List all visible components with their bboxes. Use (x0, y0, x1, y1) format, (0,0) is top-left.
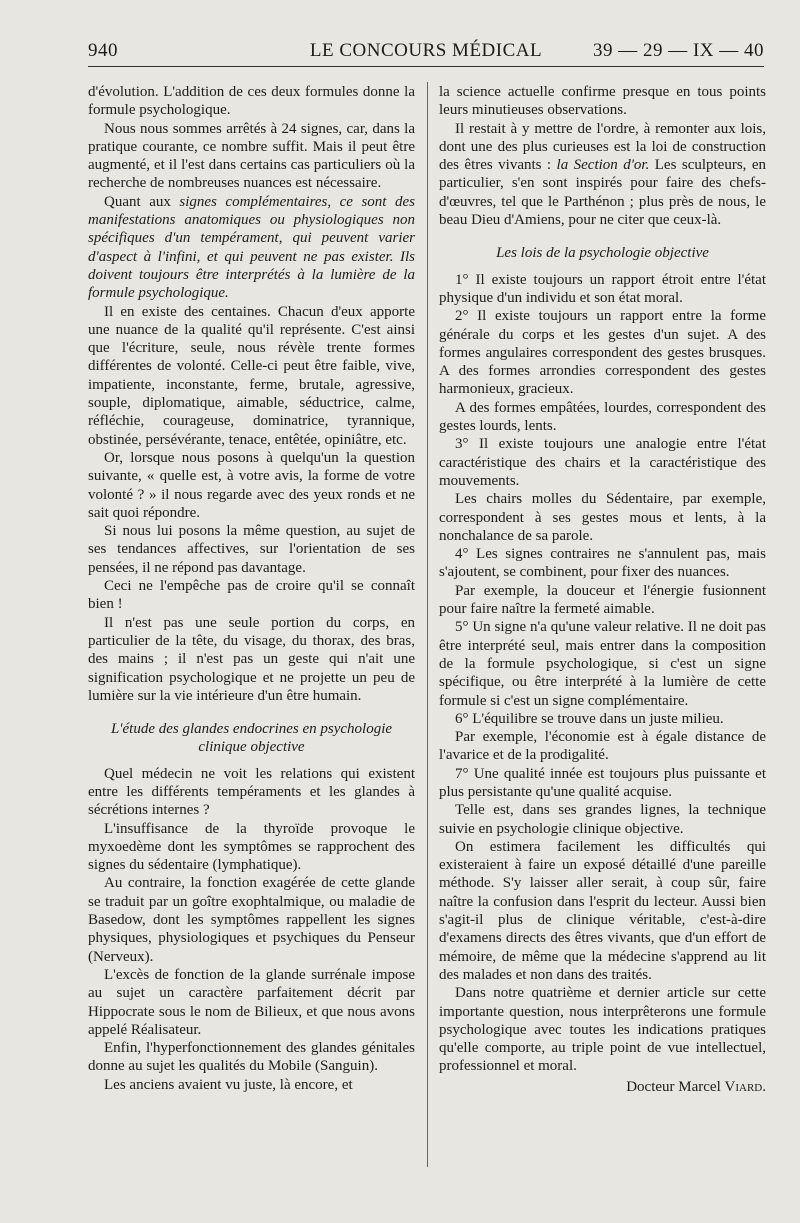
paragraph: 5° Un signe n'a qu'une valeur relative. Il ne doit pas être interprété seul, mais entrer dans la composition de la formule psychologique, si c'est un signe spécifique, ou être interprété à la lumière de cette formule si c'est un signe complémentaire. (439, 619, 766, 709)
paragraph: 3° Il existe toujours une analogie entre l'état caractéristique des chairs et la caractéristique des mouvements. (439, 436, 766, 489)
author-signature: Docteur Marcel Viard. (626, 1078, 766, 1095)
paragraph: L'excès de fonction de la glande surrénale impose au sujet un caractère parfaitement décrit par Hippocrate sous le nom de Bilieux, et que nous avons appelé Réalisateur. (88, 966, 415, 1038)
journal-title: LE CONCOURS MÉDICAL (309, 40, 543, 61)
column-divider (427, 82, 428, 1167)
paragraph: On estimera facilement les difficultés qui existeraient à faire un exposé détaillé d'une pareille méthode. S'y laisser aller serait, à coup sûr, faire naître la confusion dans l'esprit du lecteur. Aussi bien s'agit-il plus de clinique véritable, c'est-à-dire d'examens directs des êtres vivants, que d'un effort de mémoire, de même que la médecine s'apprend au lit des malades et non dans des traités. (439, 838, 766, 983)
paragraph: Or, lorsque nous posons à quelqu'un la question suivante, « quelle est, à votre avis, la forme de votre volonté ? » il nous regarde avec des yeux ronds et ne sait quoi répondre. (88, 449, 415, 521)
page-number: 940 (88, 40, 118, 61)
paragraph: Quel médecin ne voit les relations qui existent entre les différents tempéraments et les glandes à sécrétions internes ? (88, 765, 415, 819)
paragraph: Si nous lui posons la même question, au sujet de ses tendances affectives, sur l'orientation de ses pensées, il ne répond pas davantage. (88, 523, 415, 576)
right-column (439, 83, 766, 1096)
paragraph: d'évolution. L'addition de ces deux formules donne la formule psychologique. (88, 84, 415, 119)
section-heading: Les lois de la psychologie objective (496, 245, 709, 262)
paragraph: L'insuffisance de la thyroïde provoque le myxoedème dont les symptômes se rapprochent des signes du sédentaire (lymphatique). (88, 820, 415, 874)
paragraph: Il restait à y mettre de l'ordre, à remonter aux lois, dont une des plus curieuses est la loi de construction des êtres vivants : la Section d'or. Les sculpteurs, en particulier, s'en sont inspirés pour faire des chefs-d'œuvres, tel que le Parthénon ; plus près de nous, le beau Dieu d'Amiens, pour ne citer que ceux-là. (439, 120, 767, 229)
paragraph: Nous nous sommes arrêtés à 24 signes, car, dans la pratique courante, ce nombre suffit. Mais il peut être augmenté, et il l'est dans certains cas particuliers où la recherche de nombreuses nuances est nécessaire. (88, 120, 415, 192)
paragraph: Par exemple, l'économie est à égale distance de l'avarice et de la prodigalité. (439, 729, 766, 764)
paragraph: Les anciens avaient vu juste, là encore, et (104, 1076, 353, 1093)
header-rule (88, 66, 764, 67)
paragraph: Ceci ne l'empêche pas de croire qu'il se connaît bien ! (88, 578, 415, 613)
paragraph: Dans notre quatrième et dernier article sur cette importante question, nous interprêterons une formule psychologique avec toutes les indications pratiques qu'elle comporte, au triple point de vue intellectuel, professionnel et moral. (439, 985, 766, 1075)
paragraph: 1° Il existe toujours un rapport étroit entre l'état physique d'un individu et son état moral. (439, 271, 766, 306)
section-heading: L'étude des glandes endocrines en psychologie clinique objective (110, 721, 393, 756)
paragraph: Il n'est pas une seule portion du corps, en particulier de la tête, du visage, du thorax, des bras, des mains ; il n'est pas un geste qui n'ait une signification psychologique et ne projette un peu de lumière sur la vie intérieure d'un être humain. (88, 614, 415, 704)
paragraph: Au contraire, la fonction exagérée de cette glande se traduit par un goître exophtalmique, ou maladie de Basedow, dont les symptômes rappellent les signes physiques, physiologiques et psychiques du Penseur (Nerveux). (88, 875, 415, 965)
paragraph: Par exemple, la douceur et l'énergie fusionnent pour faire naître la fermeté aimable. (439, 582, 766, 618)
paragraph: Les chairs molles du Sédentaire, par exemple, correspondent à ses gestes mous et lents, à la nonchalance de sa parole. (439, 491, 766, 544)
left-column (88, 83, 415, 1094)
paragraph: 7° Une qualité innée est toujours plus puissante et plus persistante qu'une qualité acquise. (439, 765, 766, 800)
paragraph: Quant aux signes complémentaires, ce sont des manifestations anatomiques ou physiologiques non spécifiques d'un tempérament, qui peuvent varier d'aspect à l'infini, et qui peuvent ne pas exister. Ils doivent toujours être interprétés à la lumière de la formule psychologique. (88, 193, 415, 302)
paragraph: la science actuelle confirme presque en tous points leurs minutieuses observations. (439, 84, 766, 119)
page-header (88, 40, 764, 64)
paragraph: Il en existe des centaines. Chacun d'eux apporte une nuance de la qualité qu'il représente. C'est ainsi que l'écriture, seule, nous révèle trente formes différentes de volonté. Celle-ci peut être faible, vive, impatiente, inconstante, ferme, brutale, agressive, souple, diplomatique, aimable, séductrice, calme, réfléchie, courageuse, dominatrice, tyrannique, obstinée, persévérante, tenace, entêtée, opiniâtre, etc. (88, 303, 415, 448)
paragraph: Telle est, dans ses grandes lignes, la technique suivie en psychologie clinique objective. (439, 802, 766, 837)
paragraph: 4° Les signes contraires ne s'annulent pas, mais s'ajoutent, se combinent, pour fixer des nuances. (439, 546, 766, 581)
paragraph: 6° L'équilibre se trouve dans un juste milieu. (455, 710, 724, 727)
issue-date: 39 — 29 — IX — 40 (592, 40, 764, 61)
paragraph: A des formes empâtées, lourdes, correspondent des gestes lourds, lents. (439, 399, 766, 435)
paragraph: 2° Il existe toujours un rapport entre la forme générale du corps et les gestes d'un sujet. A des formes angulaires correspondent des gestes brusques. A des formes arrondies correspondent des gestes harmonieux, gracieux. (439, 308, 766, 398)
paragraph: Enfin, l'hyperfonctionnement des glandes génitales donne au sujet les qualités du Mobile (Sanguin). (88, 1040, 415, 1075)
